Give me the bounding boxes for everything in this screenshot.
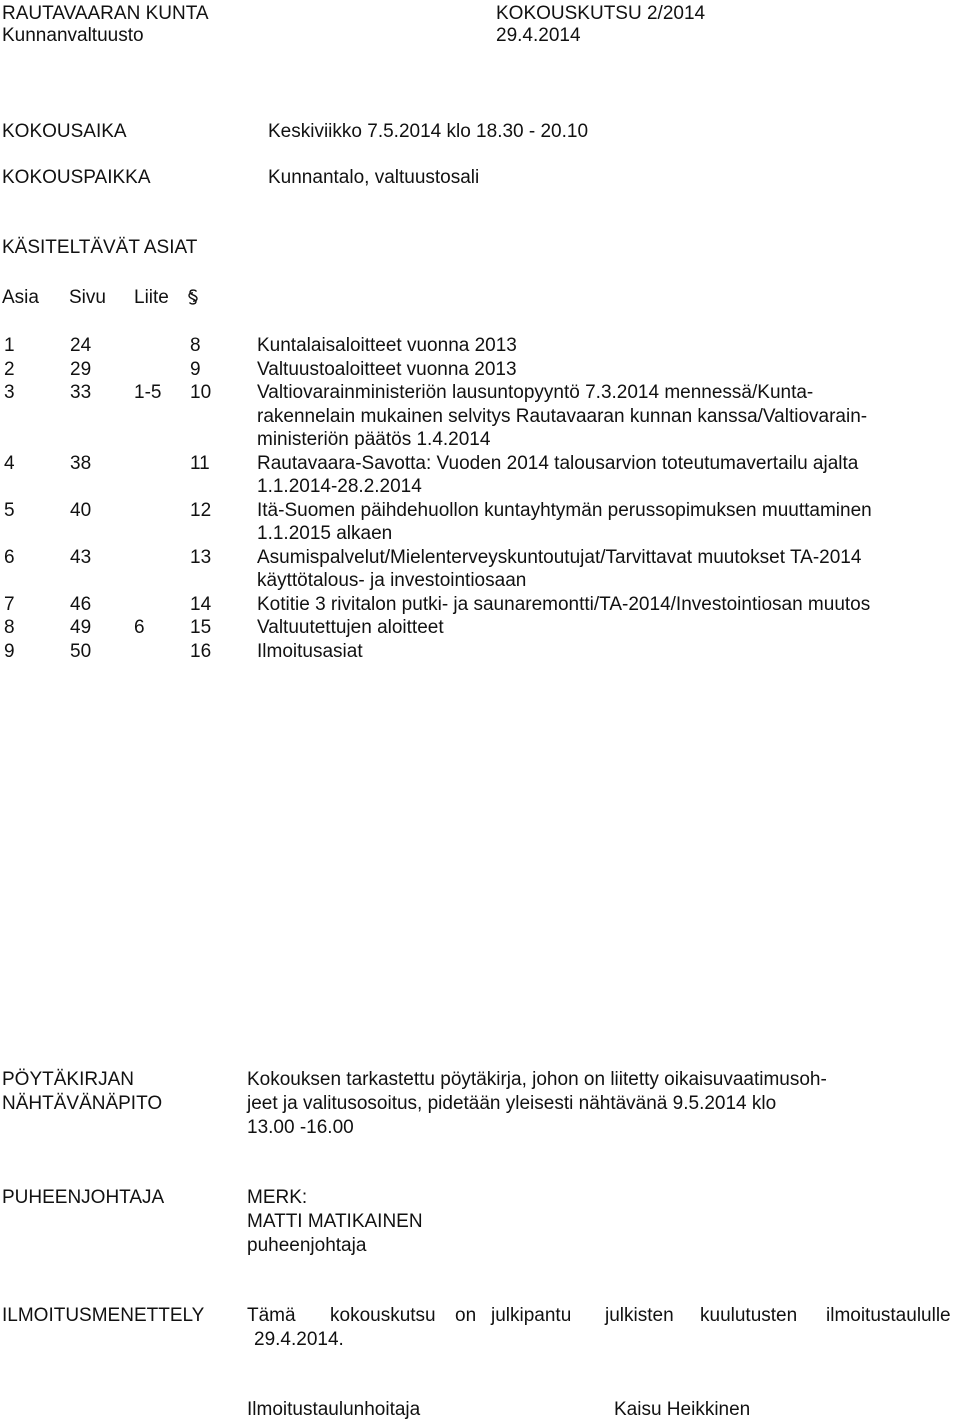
notification-word: kokouskutsu bbox=[330, 1305, 436, 1326]
meeting-time-value: Keskiviikko 7.5.2014 klo 18.30 - 20.10 bbox=[268, 121, 589, 142]
agenda-item-number: 5 bbox=[4, 499, 15, 521]
agenda-item-number: 3 bbox=[4, 382, 15, 403]
meeting-place-value: Kunnantalo, valtuustosali bbox=[268, 167, 480, 188]
agenda-item-number: 7 bbox=[4, 593, 15, 615]
meeting-place-label: KOKOUSPAIKKA bbox=[2, 167, 151, 188]
notification-word: kuulutusten bbox=[700, 1305, 798, 1326]
agenda-attachment: 1-5 bbox=[134, 382, 162, 403]
col-header-sivu: Sivu bbox=[69, 287, 106, 308]
agenda-section-number: 13 bbox=[190, 546, 212, 568]
agenda-item-title-line: ministeriön päätös 1.4.2014 bbox=[257, 429, 491, 450]
agenda-item-title-line: Itä-Suomen päihdehuollon kuntayhtymän perussopimuksen muuttaminen bbox=[257, 499, 872, 521]
minutes-text-line-2: jeet ja valitusosoitus, pidetään yleisesti nähtävänä 9.5.2014 klo bbox=[247, 1093, 777, 1114]
col-header-asia: Asia bbox=[2, 287, 39, 308]
noticeboard-keeper-name: Kaisu Heikkinen bbox=[614, 1399, 751, 1420]
noticeboard-keeper-role: Ilmoitustaulunhoitaja bbox=[247, 1399, 421, 1420]
agenda-section-number: 11 bbox=[190, 452, 210, 474]
agenda-item-title-line: Valtuustoaloitteet vuonna 2013 bbox=[257, 358, 517, 380]
agenda-section-number: 8 bbox=[190, 335, 201, 356]
agenda-item-title-line: Valtiovarainministeriön lausuntopyyntö 7.3.2014 mennessä/Kunta- bbox=[257, 382, 814, 403]
agenda-item-number: 9 bbox=[4, 640, 15, 662]
chair-name: MATTI MATIKAINEN bbox=[247, 1211, 423, 1232]
agenda-item-title-line: Kotitie 3 rivitalon putki- ja saunaremontti/TA-2014/Investointiosan muutos bbox=[257, 593, 871, 615]
agenda-item-title-line: rakennelain mukainen selvitys Rautavaaran kunnan kanssa/Valtiovarain- bbox=[257, 405, 868, 427]
agenda-item-number: 1 bbox=[4, 335, 15, 356]
chair-label: PUHEENJOHTAJA bbox=[2, 1187, 165, 1208]
agenda-page-number: 50 bbox=[70, 640, 92, 662]
agenda-section-number: 12 bbox=[190, 499, 212, 521]
agenda-section-number: 15 bbox=[190, 617, 212, 638]
minutes-text-line-1: Kokouksen tarkastettu pöytäkirja, johon on liitetty oikaisuvaatimusoh- bbox=[247, 1069, 827, 1090]
agenda-item-title-line: Valtuutettujen aloitteet bbox=[257, 617, 444, 638]
notification-label: ILMOITUSMENETTELY bbox=[2, 1305, 205, 1326]
agenda-section-number: 16 bbox=[190, 640, 212, 662]
notification-date: 29.4.2014. bbox=[254, 1329, 344, 1350]
chair-role: puheenjohtaja bbox=[247, 1235, 367, 1256]
agenda-page-number: 40 bbox=[70, 499, 92, 521]
agenda-section-number: 9 bbox=[190, 358, 201, 380]
minutes-label-2: NÄHTÄVÄNÄPITO bbox=[2, 1093, 163, 1114]
agenda-item-number: 4 bbox=[4, 452, 15, 474]
agenda-page-number: 49 bbox=[70, 617, 92, 638]
agenda-page-number: 24 bbox=[70, 335, 92, 356]
section-sign-icon bbox=[186, 288, 200, 306]
council-name: Kunnanvaltuusto bbox=[2, 25, 144, 46]
notification-word: julkipantu bbox=[491, 1305, 572, 1326]
agenda-item-number: 8 bbox=[4, 617, 15, 638]
agenda-page-number: 43 bbox=[70, 546, 92, 568]
agenda-page-number: 29 bbox=[70, 358, 92, 380]
agenda-item-number: 2 bbox=[4, 358, 15, 380]
notification-word: Tämä bbox=[247, 1305, 296, 1326]
agenda-section-number: 14 bbox=[190, 593, 212, 615]
agenda-item-title-line: Ilmoitusasiat bbox=[257, 640, 363, 662]
meeting-time-label: KOKOUSAIKA bbox=[2, 121, 127, 142]
agenda-page-number: 33 bbox=[70, 382, 92, 403]
col-header-liite: Liite bbox=[134, 287, 169, 308]
agenda-item-number: 6 bbox=[4, 546, 15, 568]
chair-sign: MERK: bbox=[247, 1187, 308, 1208]
notification-word: on bbox=[455, 1305, 477, 1326]
notice-title: KOKOUSKUTSU 2/2014 bbox=[496, 3, 706, 24]
org-name: RAUTAVAARAN KUNTA bbox=[2, 3, 209, 24]
agenda-item-title-line: Rautavaara-Savotta: Vuoden 2014 talousarvion toteutumavertailu ajalta bbox=[257, 452, 859, 474]
minutes-label-1: PÖYTÄKIRJAN bbox=[2, 1069, 134, 1090]
agenda-page-number: 46 bbox=[70, 593, 92, 615]
agenda-item-title-line: 1.1.2014-28.2.2014 bbox=[257, 476, 422, 497]
notification-word: julkisten bbox=[605, 1305, 674, 1326]
agenda-heading: KÄSITELTÄVÄT ASIAT bbox=[2, 237, 198, 258]
notification-word: ilmoitustaululle bbox=[826, 1305, 951, 1326]
agenda-section-number: 10 bbox=[190, 382, 212, 403]
agenda-item-title-line: 1.1.2015 alkaen bbox=[257, 523, 393, 544]
notice-date: 29.4.2014 bbox=[496, 25, 581, 46]
agenda-page-number: 38 bbox=[70, 452, 92, 474]
agenda-attachment: 6 bbox=[134, 617, 145, 638]
agenda-item-title-line: käyttötalous- ja investointiosaan bbox=[257, 570, 527, 591]
agenda-item-title-line: Kuntalaisaloitteet vuonna 2013 bbox=[257, 335, 517, 356]
agenda-item-title-line: Asumispalvelut/Mielenterveyskuntoutujat/Tarvittavat muutokset TA-2014 bbox=[257, 546, 862, 568]
minutes-text-line-3: 13.00 -16.00 bbox=[247, 1117, 354, 1138]
